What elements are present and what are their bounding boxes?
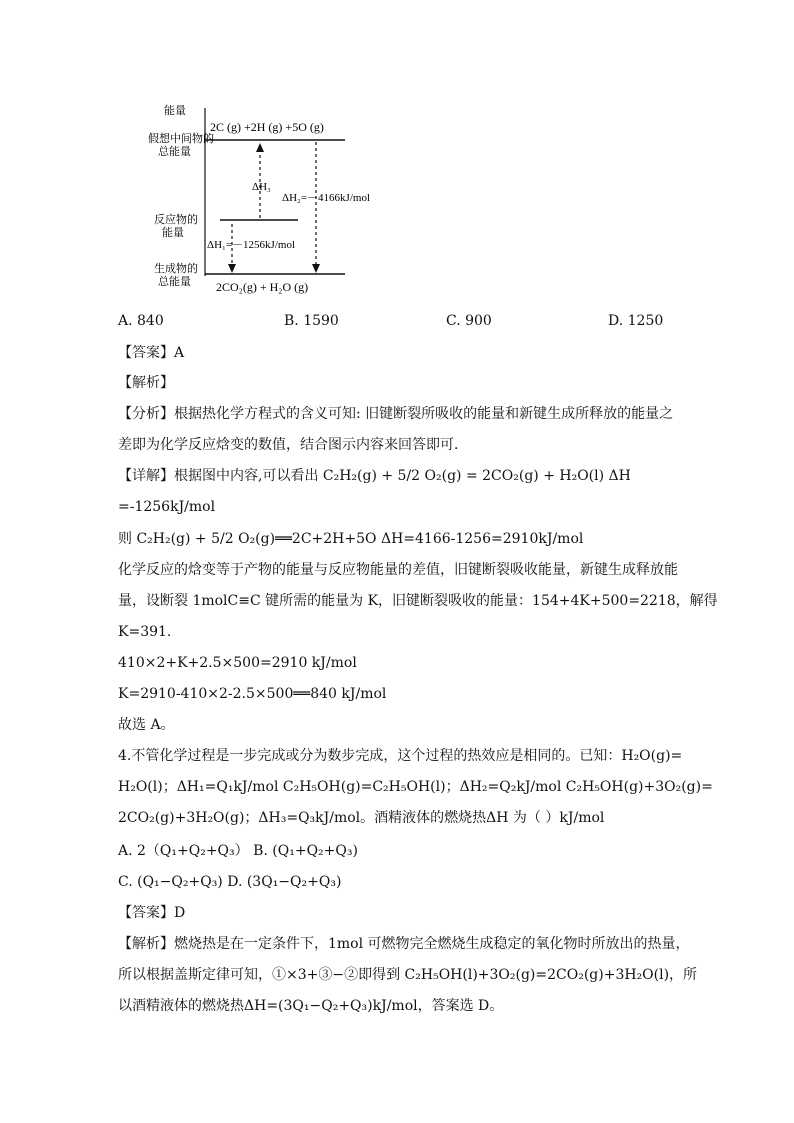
question-4-text: 2CO₂(g)+3H₂O(g)；ΔH₃=Q₃kJ/mol。酒精液体的燃烧热ΔH 为（ ）kJ/mol (118, 810, 605, 826)
energy-level-diagram (140, 100, 400, 300)
question-4-text: 4.不管化学过程是一步完成或分为数步完成，这个过程的热效应是相同的。已知：H₂O(g)= (118, 748, 683, 764)
dh1-label: ΔH₁=－1256kJ/mol (207, 239, 296, 251)
option-d: D. 1250 (608, 313, 664, 329)
dh3-label: ΔH₃ (252, 181, 271, 193)
option-b: B. 1590 (284, 313, 339, 329)
product-species: 2CO₂(g) + H₂O (g) (216, 280, 309, 294)
analysis-heading-q3: 【解析】 (118, 375, 174, 391)
option-a: A. 840 (118, 313, 164, 329)
intermediate-label-2: 总能量 (158, 145, 191, 158)
analysis-q4-line: 以酒精液体的燃烧热ΔH=(3Q₁−Q₂+Q₃)kJ/mol，答案选 D。 (118, 998, 504, 1014)
conclusion-q3: 故选 A。 (118, 717, 175, 733)
intermediate-species: 2C (g) +2H (g) +5O (g) (210, 120, 324, 134)
axis-label: 能量 (164, 104, 186, 117)
answer-label-q3: 【答案】A (118, 345, 185, 361)
product-label-2: 总能量 (158, 275, 191, 288)
answer-label-q4: 【答案】D (118, 905, 186, 921)
detail-text-line: 则 C₂H₂(g) + 5/2 O₂(g)══2C+2H+5O ΔH=4166-1256=2910kJ/mol (118, 531, 584, 547)
analysis-q4-line: 所以根据盖斯定律可知，①×3+③−②即得到 C₂H₅OH(l)+3O₂(g)=2CO₂(g)+3H₂O(l)，所 (118, 967, 698, 983)
analysis-q4-line: 【解析】燃烧热是在一定条件下，1mol 可燃物完全燃烧生成稳定的氧化物时所放出的热量， (118, 936, 690, 952)
detail-text-line: 化学反应的焓变等于产物的能量与反应物能量的差值，旧键断裂吸收能量，新键生成释放能 (118, 562, 678, 578)
q4-options-cd: C. (Q₁−Q₂+Q₃) D. (3Q₁−Q₂+Q₃) (118, 874, 342, 890)
analysis-text-line: 【分析】根据热化学方程式的含义可知: 旧键断裂所吸收的能量和新键生成所释放的能量之 (118, 406, 674, 422)
question-4-text: H₂O(l)；ΔH₁=Q₁kJ/mol C₂H₅OH(g)=C₂H₅OH(l)；ΔH₂=Q₂kJ/mol C₂H₅OH(g)+3O₂(g)= (118, 779, 713, 795)
detail-text-line: =-1256kJ/mol (118, 499, 216, 515)
detail-text-line: 量，设断裂 1molC≡C 键所需的能量为 K，旧键断裂吸收的能量：154+4K+500=2218，解得 (118, 593, 718, 609)
dh3-arrowhead (256, 143, 264, 152)
q4-options-ab: A. 2（Q₁+Q₂+Q₃） B. (Q₁+Q₂+Q₃) (118, 843, 358, 859)
reactant-label-2: 能量 (162, 226, 184, 239)
product-label-1: 生成物的 (154, 262, 198, 275)
reactant-label-1: 反应物的 (154, 213, 198, 226)
analysis-text-line: 差即为化学反应焓变的数值，结合图示内容来回答即可． (118, 437, 468, 453)
dh2-label: ΔH₂=－4166kJ/mol (282, 192, 371, 204)
detail-text-line: 410×2+K+2.5×500=2910 kJ/mol (118, 655, 357, 671)
detail-text-line: K=391. (118, 624, 172, 640)
dh1-arrowhead (228, 264, 236, 273)
intermediate-label-1: 假想中间物的 (148, 132, 214, 145)
dh2-arrowhead (312, 264, 320, 273)
detail-text-line: K=2910-410×2-2.5×500══840 kJ/mol (118, 686, 387, 702)
option-c: C. 900 (446, 313, 492, 329)
detail-text-line: 【详解】根据图中内容,可以看出 C₂H₂(g) + 5/2 O₂(g) = 2CO₂(g) + H₂O(l) ΔH (118, 468, 631, 484)
